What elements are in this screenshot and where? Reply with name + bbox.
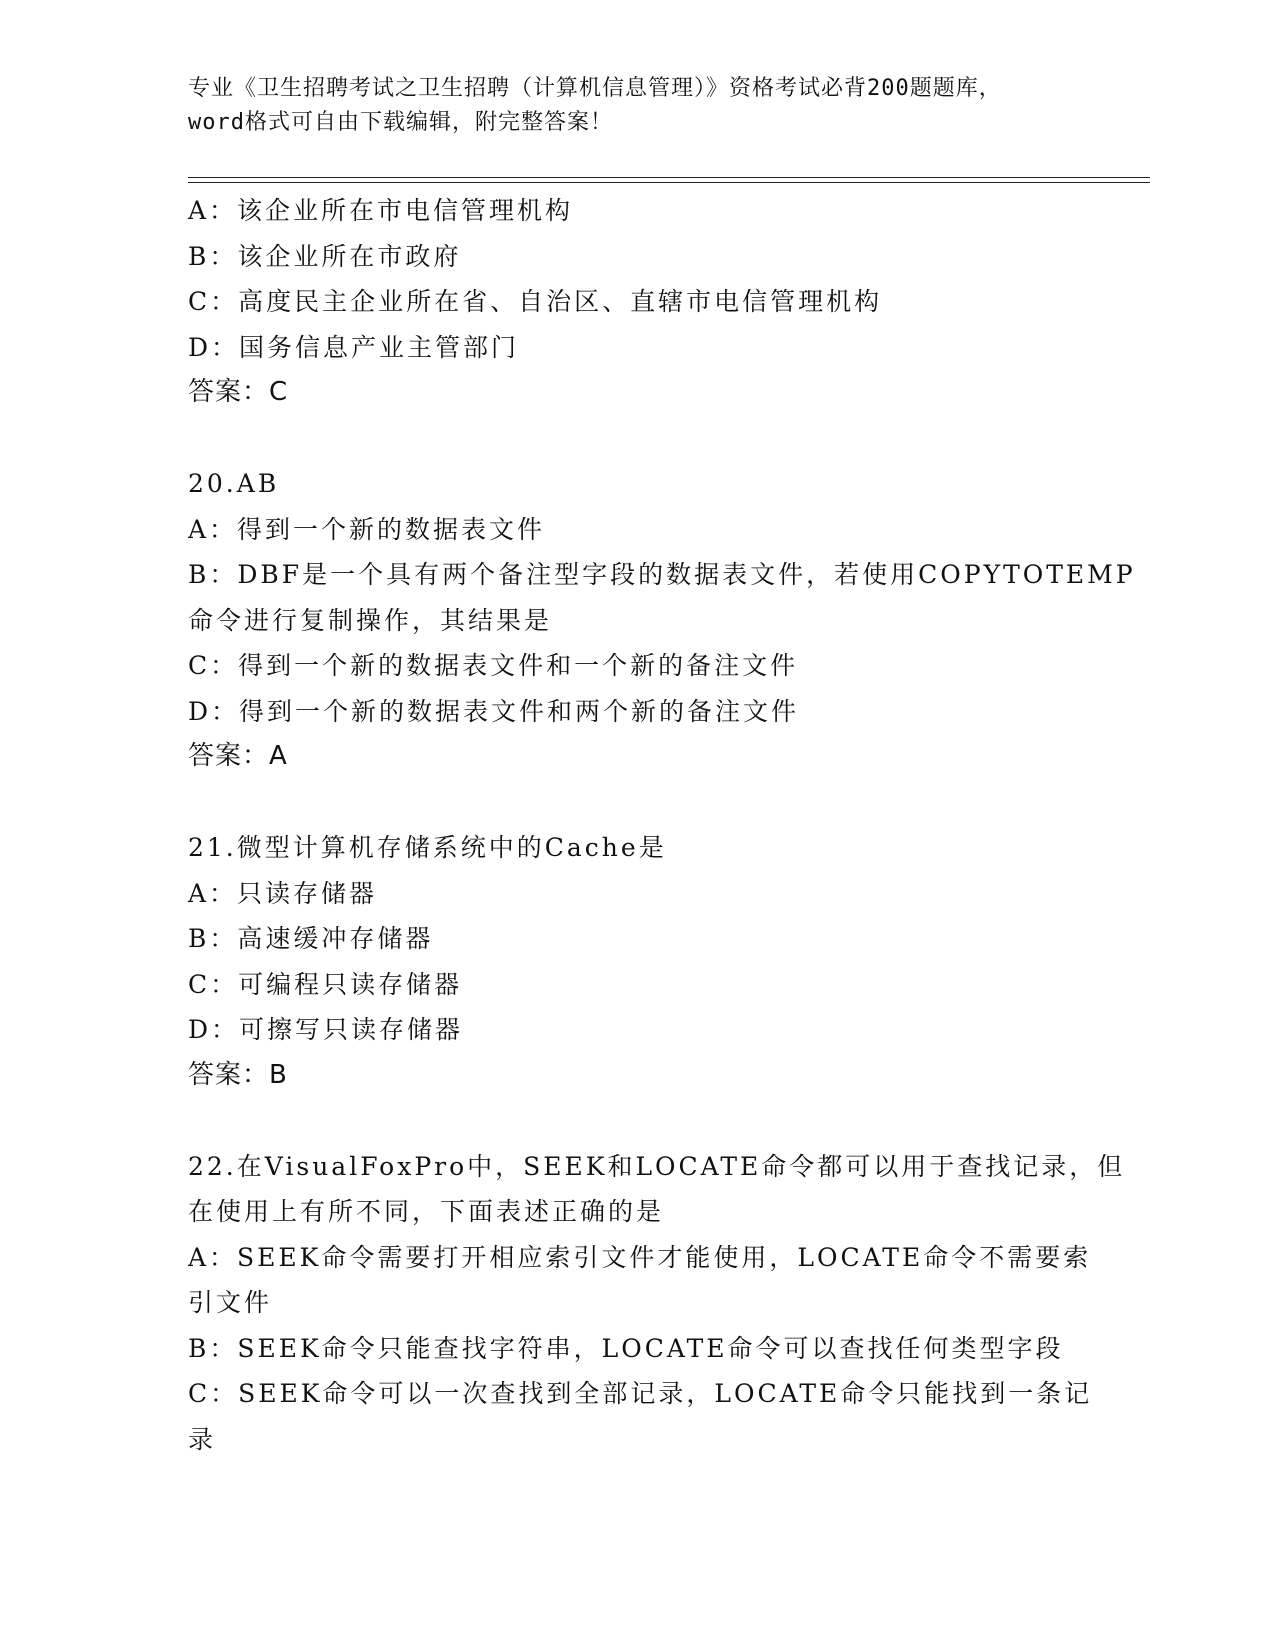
question-22-stem-line-2: 在使用上有所不同，下面表述正确的是	[188, 1197, 665, 1226]
spacer	[188, 1098, 1088, 1144]
question-20-option-d: D：得到一个新的数据表文件和两个新的备注文件	[188, 696, 800, 726]
question-19-block	[188, 188, 1088, 416]
question-21-option-c: C：可编程只读存储器	[188, 969, 463, 999]
header-line-2: word格式可自由下载编辑，附完整答案！	[188, 110, 613, 135]
spacer	[188, 416, 1088, 462]
question-22-option-c-line-1: C：SEEK命令可以一次查找到全部记录，LOCATE命令只能找到一条记	[188, 1379, 1093, 1408]
header-line-1: 专业《卫生招聘考试之卫生招聘（计算机信息管理）》资格考试必背200题题库，	[188, 76, 1002, 101]
header-divider-bottom	[188, 182, 1150, 183]
question-20-option-b-line-1: B：DBF是一个具有两个备注型字段的数据表文件，若使用COPYTOTEMP	[188, 560, 1136, 589]
question-20-option-b-line-2: 命令进行复制操作，其结果是	[188, 605, 553, 635]
question-20-answer: 答案：A	[188, 741, 288, 771]
question-21-option-a: A：只读存储器	[188, 878, 378, 908]
question-19-option-a: A：该企业所在市电信管理机构	[188, 196, 574, 225]
question-22-block	[188, 1144, 1126, 1463]
document-header	[188, 72, 1068, 140]
question-20-option-a: A：得到一个新的数据表文件	[188, 514, 546, 544]
question-19-answer: 答案：C	[188, 377, 289, 407]
question-21-stem: 21.微型计算机存储系统中的Cache是	[188, 833, 667, 862]
question-21-block	[188, 825, 1088, 1098]
question-20-stem: 20.AB	[188, 469, 280, 498]
question-21-option-d: D：可擦写只读存储器	[188, 1015, 464, 1044]
question-19-option-b: B：该企业所在市政府	[188, 241, 462, 271]
question-22-option-a-line-1: A：SEEK命令需要打开相应索引文件才能使用，LOCATE命令不需要索	[188, 1242, 1092, 1272]
question-19-option-c: C：高度民主企业所在省、自治区、直辖市电信管理机构	[188, 287, 883, 316]
question-20-option-c: C：得到一个新的数据表文件和一个新的备注文件	[188, 651, 799, 680]
header-divider-top	[188, 177, 1150, 178]
question-22-option-c-line-2: 录	[188, 1424, 217, 1454]
spacer	[188, 780, 1088, 826]
question-content	[188, 188, 1136, 1462]
question-22-option-a-line-2: 引文件	[188, 1288, 273, 1317]
question-20-block	[188, 461, 1136, 780]
question-19-option-d: D：国务信息产业主管部门	[188, 332, 520, 362]
question-22-stem-line-1: 22.在VisualFoxPro中，SEEK和LOCATE命令都可以用于查找记录，但	[188, 1151, 1126, 1181]
question-21-answer: 答案：B	[188, 1059, 288, 1090]
question-22-option-b: B：SEEK命令只能查找字符串，LOCATE命令可以查找任何类型字段	[188, 1333, 1064, 1363]
question-21-option-b: B：高速缓冲存储器	[188, 924, 434, 953]
